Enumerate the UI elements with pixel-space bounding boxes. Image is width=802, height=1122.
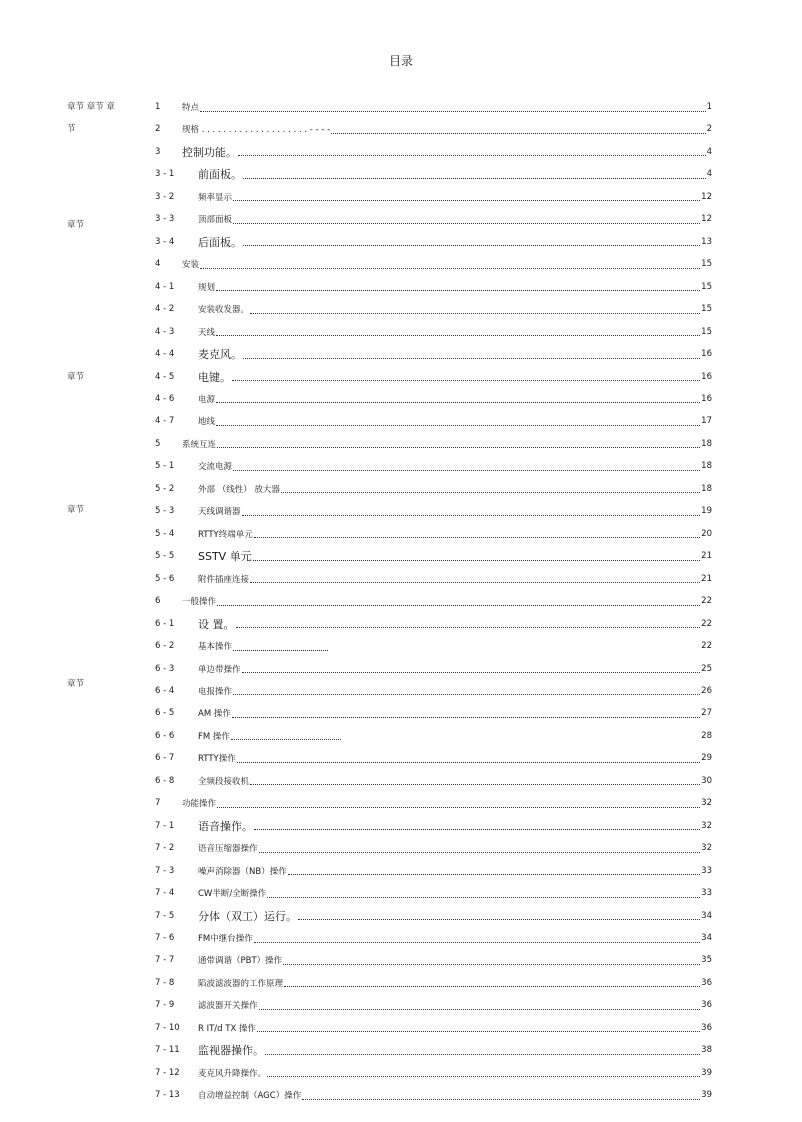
toc-dot-leader [243,348,700,359]
toc-entry-page: 36 [701,977,712,988]
toc-entry-number: 7 - 9 [155,1000,175,1011]
toc-entry[interactable] [155,523,712,545]
toc-entry-number: 4 - 2 [155,304,175,315]
toc-entry-title: 前面板。 [198,168,242,182]
toc-dot-leader [232,707,700,718]
toc-entry-page: 16 [701,349,712,360]
toc-entry[interactable] [155,860,712,882]
side-label: 章节 章节 章 [67,102,115,112]
toc-entry-title: RTTY终端单元 [198,529,253,540]
toc-dot-leader [233,640,328,651]
toc-dot-leader [283,954,700,965]
toc-entry-title: CW半断/全断操作 [198,889,267,900]
toc-dot-leader [236,617,701,628]
toc-entry[interactable] [155,231,712,253]
toc-entry-page: 36 [701,1022,712,1033]
toc-entry-page: 28 [701,730,712,741]
toc-entry-number: 6 - 7 [155,753,175,764]
toc-entry[interactable] [155,905,712,927]
toc-entry[interactable] [155,410,712,432]
toc-entry-page: 27 [701,708,712,719]
toc-entry-title: 电源 [198,394,216,405]
toc-dot-leader [233,684,700,695]
toc-entry-number: 7 - 1 [155,820,175,831]
toc-entry-number: 7 - 8 [155,977,175,988]
toc-dot-leader [302,1089,700,1100]
toc-entry-number: 4 - 3 [155,326,175,337]
toc-entry[interactable] [155,635,712,657]
toc-entry-page: 2 [706,124,712,135]
toc-entry-number: 7 - 6 [155,933,175,944]
toc-entry-title: 顶部面板 [198,215,233,226]
toc-entry-page: 36 [701,1000,712,1011]
toc-entry[interactable] [155,276,712,298]
side-label: 章节 [67,372,85,382]
toc-dot-leader [281,482,700,493]
toc-dot-leader [259,999,701,1010]
toc-entry[interactable] [155,590,712,612]
toc-entry-title: 频率显示 [198,192,233,203]
toc-entry-title: 规划 [198,282,216,293]
toc-entry-number: 6 [155,596,161,607]
toc-dot-leader [254,527,700,538]
toc-entry-title: 控制功能。 [182,145,237,159]
toc-entry-title: 特点 [182,103,200,113]
toc-entry-page: 12 [701,214,712,225]
toc-entry[interactable] [155,568,712,590]
toc-dot-leader [284,976,700,987]
toc-entry-number: 6 - 4 [155,685,175,696]
toc-dot-leader [250,572,700,583]
toc-entry-title: 地线 [198,417,216,428]
toc-dot-leader [200,101,706,112]
toc-entry[interactable] [155,455,712,477]
toc-entry-page: 22 [701,596,712,607]
toc-entry[interactable] [155,500,712,522]
toc-entry[interactable] [155,163,712,185]
toc-entry[interactable] [155,321,712,343]
toc-entry-number: 4 - 5 [155,371,175,382]
toc-dot-leader [216,415,700,426]
toc-entry[interactable] [155,478,712,500]
toc-entry-number: 6 - 3 [155,663,175,674]
toc-entry-title: 麦克风升降操作。 [198,1068,267,1079]
toc-dot-leader [232,370,700,381]
toc-entry[interactable] [155,1017,712,1039]
toc-entry[interactable] [155,949,712,971]
toc-dot-leader [217,797,700,808]
toc-entry-number: 7 - 4 [155,888,175,899]
toc-entry[interactable] [155,253,712,275]
toc-entry-page: 4 [706,169,712,180]
toc-entry[interactable] [155,186,712,208]
toc-dot-leader [216,392,700,403]
toc-entry-page: 22 [701,618,712,629]
toc-entry-number: 6 - 5 [155,708,175,719]
toc-entry-title: 基本操作 [198,642,233,653]
toc-entry[interactable] [155,433,712,455]
toc-dot-leader [298,909,700,920]
toc-entry[interactable] [155,927,712,949]
toc-entry[interactable] [155,882,712,904]
toc-dot-leader [238,145,706,156]
toc-entry-title: 设 置。 [198,617,235,631]
toc-entry-number: 7 - 7 [155,955,175,966]
toc-entry-title: AM 操作 [198,709,231,720]
toc-entry-title: 通带调谐（PBT）操作 [198,956,283,967]
toc-entry-page: 15 [701,259,712,270]
toc-entry-number: 5 - 1 [155,461,175,472]
toc-entry-page: 32 [701,798,712,809]
toc-entry[interactable] [155,837,712,859]
toc-dot-leader [217,437,700,448]
toc-dot-leader [233,190,700,201]
toc-entry-number: 7 - 12 [155,1067,180,1078]
toc-entry[interactable] [155,208,712,230]
toc-entry-number: 4 - 6 [155,393,175,404]
toc-entry-number: 7 - 3 [155,865,175,876]
toc-entry[interactable] [155,994,712,1016]
toc-dot-leader [267,887,700,898]
toc-entry[interactable] [155,770,712,792]
toc-entry-title: 分体（双工）运行。 [198,909,297,923]
toc-entry-number: 4 [155,259,161,270]
toc-entry[interactable] [155,1039,712,1061]
toc-entry-title: FM中继台操作 [198,934,253,945]
toc-entry-title: 单边带操作 [198,664,241,675]
toc-entry-title: 规格 . . . . . . . . . . . . . . . . . . . . - - - - [182,125,331,136]
toc-dot-leader [242,505,701,516]
toc-entry[interactable] [155,815,712,837]
toc-entry-number: 7 [155,798,161,809]
toc-entry-title: 附件插座连接 [198,574,250,585]
toc-entry-number: 3 - 2 [155,191,175,202]
toc-entry-page: 32 [701,843,712,854]
toc-entry-number: 5 - 5 [155,551,175,562]
toc-dot-leader [254,819,700,830]
toc-entry-page: 39 [701,1067,712,1078]
side-label: 节 [67,124,76,134]
toc-entry[interactable] [155,96,712,118]
toc-entry[interactable] [155,613,712,635]
toc-entry-number: 5 - 4 [155,528,175,539]
toc-entry[interactable] [155,545,712,567]
toc-entry-title: 后面板。 [198,235,242,249]
toc-entry-page: 18 [701,483,712,494]
toc-entry-page: 21 [701,551,712,562]
toc-entry-page: 26 [701,685,712,696]
toc-dot-leader [250,303,700,314]
toc-dot-leader [216,325,700,336]
toc-entry-number: 5 - 3 [155,506,175,517]
toc-entry-number: 3 [155,146,161,157]
toc-dot-leader [259,842,701,853]
toc-entry-page: 30 [701,775,712,786]
toc-entry-number: 5 [155,438,161,449]
toc-entry-number: 7 - 10 [155,1022,180,1033]
toc-entry[interactable] [155,747,712,769]
toc-entry[interactable] [155,118,712,140]
toc-dot-leader [288,864,700,875]
toc-entry-title: 语音操作。 [198,819,253,833]
toc-entry-title: RTTY操作 [198,754,236,765]
toc-dot-leader [233,460,700,471]
toc-entry-title: 全频段接收机 [198,776,250,787]
toc-entry-title: 交流电源 [198,462,233,473]
toc-entry-page: 16 [701,371,712,382]
toc-entry-page: 38 [701,1045,712,1056]
toc-entry-page: 12 [701,191,712,202]
toc-entry-title: 陷波滤波器的工作原理 [198,978,284,989]
toc-entry-title: 电报操作 [198,686,233,697]
toc-entry-title: 自动增益控制（AGC）操作 [198,1091,302,1102]
toc-dot-leader [216,280,700,291]
toc-entry-title: 噪声消除器（NB）操作 [198,866,287,877]
side-label: 章节 [67,220,85,230]
toc-entry-number: 4 - 1 [155,281,175,292]
toc-dot-leader [237,752,700,763]
toc-entry-page: 39 [701,1090,712,1101]
toc-entry-title: 系统互连 [182,439,217,450]
toc-entry[interactable] [155,298,712,320]
toc-entry-title: SSTV 单元 [198,550,252,564]
toc-entry-title: 滤波器开关操作 [198,1001,258,1012]
toc-dot-leader [265,1044,700,1055]
toc-entry-title: 天线调谐器 [198,507,241,518]
toc-entry-title: 天线 [198,327,216,338]
toc-entry-page: 17 [701,416,712,427]
toc-entry-page: 18 [701,461,712,472]
toc-entry-page: 32 [701,820,712,831]
toc-dot-leader [254,932,700,943]
toc-entry-page: 25 [701,663,712,674]
toc-entry-page: 20 [701,528,712,539]
toc-entry-title: R IT/d TX 操作 [198,1023,256,1034]
toc-entry-number: 6 - 2 [155,641,175,652]
toc-entry-title: 电键。 [198,370,231,384]
toc-dot-leader [233,213,700,224]
toc-dot-leader [217,595,700,606]
toc-entry-number: 5 - 2 [155,483,175,494]
toc-entry-page: 35 [701,955,712,966]
toc-entry-number: 7 - 2 [155,843,175,854]
toc-entry-page: 4 [706,146,712,157]
toc-dot-leader [250,774,700,785]
toc-entry-title: 麦克风。 [198,348,242,362]
toc-entry[interactable] [155,141,712,163]
toc-entry-page: 34 [701,910,712,921]
toc-entry-page: 33 [701,888,712,899]
toc-entry-number: 4 - 4 [155,349,175,360]
toc-entry-title: FM 操作 [198,731,230,742]
toc-entry-number: 7 - 5 [155,910,175,921]
side-label: 章节 [67,679,85,689]
toc-entry[interactable] [155,725,712,747]
toc-entry-title: 功能操作 [182,799,217,810]
toc-entry-number: 7 - 11 [155,1045,180,1056]
toc-entry-page: 22 [701,641,712,652]
toc-entry-page: 15 [701,326,712,337]
toc-entry[interactable] [155,972,712,994]
toc-entry[interactable] [155,658,712,680]
toc-entry-number: 4 - 7 [155,416,175,427]
toc-entry-page: 15 [701,304,712,315]
toc-entry-page: 1 [706,102,712,112]
toc-entry-page: 19 [701,506,712,517]
toc-dot-leader [257,1021,700,1032]
toc-entry-title: 安装收发器。 [198,305,250,316]
toc-dot-leader [331,123,705,134]
toc-entry[interactable] [155,702,712,724]
toc-entry-title: 监视器操作。 [198,1044,264,1058]
toc-entry-page: 15 [701,281,712,292]
toc-dot-leader [242,662,701,673]
toc-dot-leader [231,729,341,740]
toc-entry-title: 安装 [182,260,200,271]
toc-entry-number: 3 - 3 [155,214,175,225]
toc-entry-number: 6 - 1 [155,618,175,629]
toc-entry-number: 1 [155,102,161,112]
toc-entry-number: 3 - 4 [155,236,175,247]
toc-entry[interactable] [155,1062,712,1084]
toc-entry-title: 外部 （线性） 放大器 [198,484,280,495]
page-title: 目录 [388,54,413,68]
toc-entry-number: 6 - 6 [155,730,175,741]
toc-entry-title: 语音压缩器操作 [198,844,258,855]
toc-entry-title: 一般操作 [182,597,217,608]
toc-dot-leader [267,1066,700,1077]
toc-entry-number: 2 [155,124,161,135]
toc-entry-number: 6 - 8 [155,775,175,786]
toc-dot-leader [253,550,700,561]
toc-entry-page: 33 [701,865,712,876]
toc-entry-page: 29 [701,753,712,764]
toc-entry-page: 16 [701,393,712,404]
toc-dot-leader [243,168,706,179]
toc-entry-page: 34 [701,933,712,944]
toc-entry-page: 13 [701,236,712,247]
side-label: 章节 [67,505,85,515]
toc-entry[interactable] [155,343,712,365]
toc-entry[interactable] [155,1084,712,1106]
toc-entry[interactable] [155,792,712,814]
toc-dot-leader [200,258,700,269]
toc-entry-number: 3 - 1 [155,169,175,180]
toc-entry-number: 5 - 6 [155,573,175,584]
toc-entry-page: 21 [701,573,712,584]
toc-entry[interactable] [155,680,712,702]
toc-entry-number: 7 - 13 [155,1090,180,1101]
toc-entry[interactable] [155,366,712,388]
toc-dot-leader [243,235,700,246]
toc-entry-page: 18 [701,438,712,449]
toc-entry[interactable] [155,388,712,410]
